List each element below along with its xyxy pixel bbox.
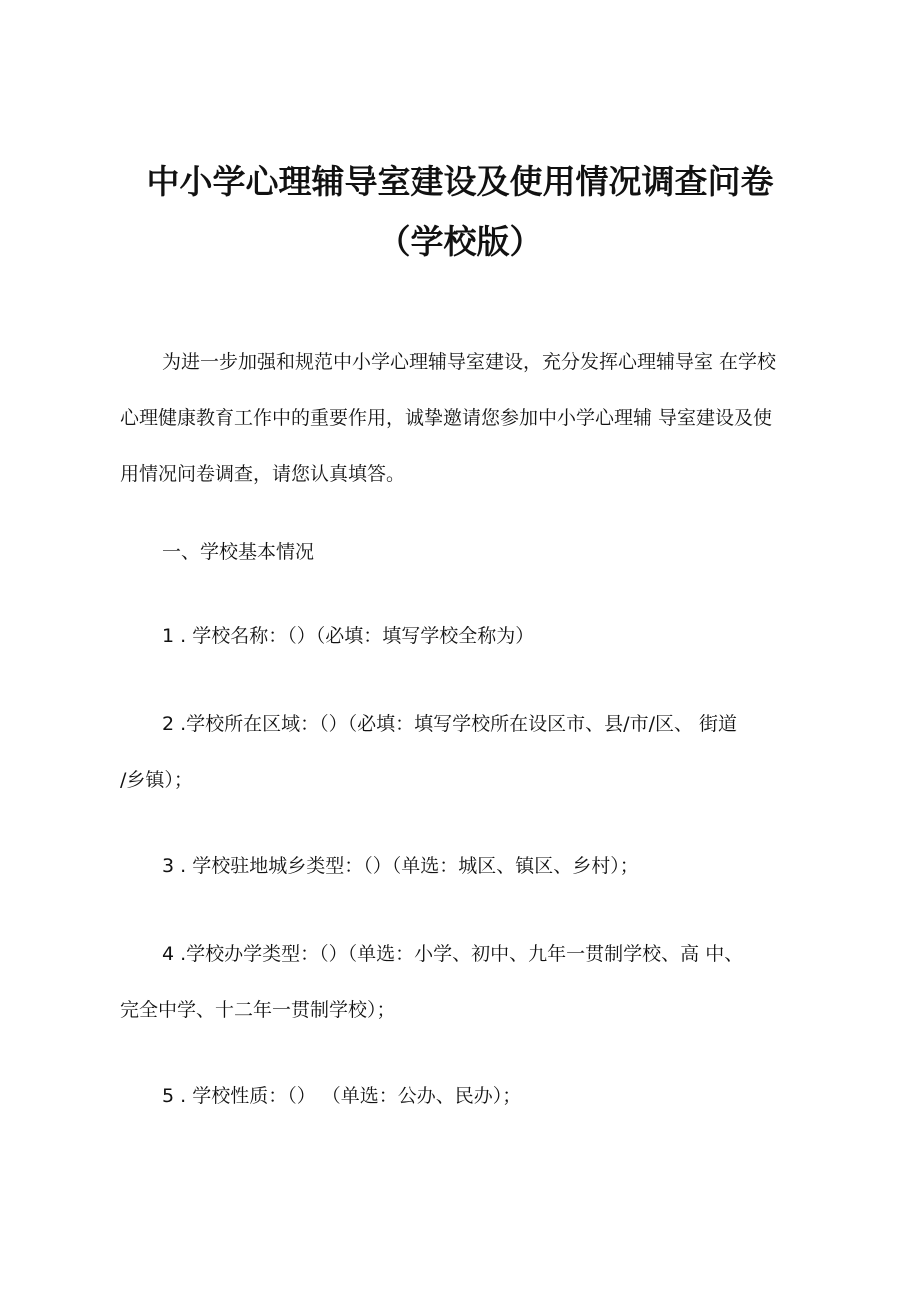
intro-line-3: 用情况问卷调查，请您认真填答。: [120, 463, 406, 485]
intro-line-2: 心理健康教育工作中的重要作用，诚挚邀请您参加中小学心理辅 导室建设及使: [120, 407, 773, 429]
section-heading: 一、学校基本情况: [162, 541, 315, 563]
document-title: 中小学心理辅导室建设及使用情况调查问卷: [146, 162, 774, 201]
question-3: 3 . 学校驻地城乡类型：（）（单选：城区、镇区、乡村）；: [162, 855, 639, 877]
question-2-continued: /乡镇）；: [120, 769, 193, 791]
question-5: 5 . 学校性质：（） （单选：公办、民办）；: [162, 1085, 522, 1107]
question-1: 1 . 学校名称：（）（必填：填写学校全称为）: [162, 625, 535, 647]
question-4-continued: 完全中学、十二年一贯制学校）；: [120, 999, 396, 1021]
question-4: 4 .学校办学类型：（）（单选：小学、初中、九年一贯制学校、高 中、: [162, 943, 744, 965]
intro-line-1: 为进一步加强和规范中小学心理辅导室建设，充分发挥心理辅导室 在学校: [162, 351, 777, 373]
document-subtitle: （学校版）: [377, 222, 543, 261]
question-2: 2 .学校所在区域：（）（必填：填写学校所在设区市、县/市/区、 街道: [162, 713, 738, 735]
